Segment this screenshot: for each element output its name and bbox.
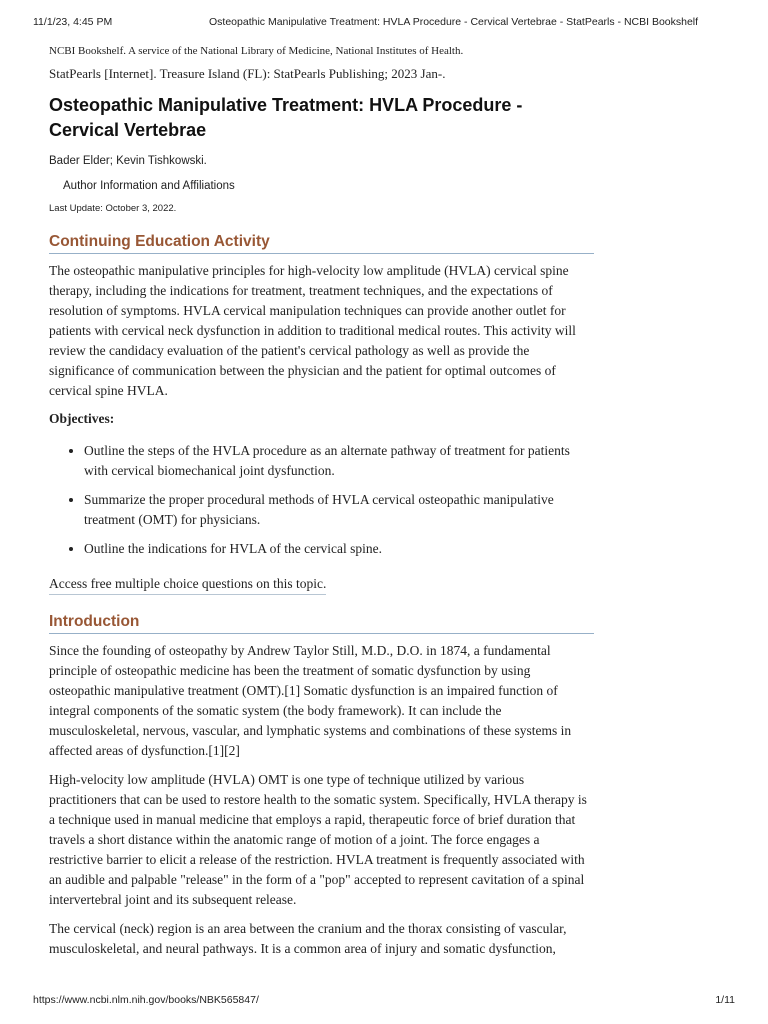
objectives-label: Objectives: xyxy=(49,411,115,426)
cea-paragraph: The osteopathic manipulative principles for high-velocity low amplitude (HVLA) cervical spine therapy, including the indications for treatment, treatment techniques, and the expectations of resolution of symptoms. HVLA cervical manipulation techniques can provide another outlet for patients with cervical neck dysfunction in addition to traditional medical routes. This activity will review the candidacy evaluation of the patient's cervical pathology as well as provide the significance of communication between the physician and the patient for optimal outcomes of cervical spine HVLA. xyxy=(49,263,576,398)
page-number: 1/11 xyxy=(715,994,735,1006)
section-heading-cea: Continuing Education Activity xyxy=(49,232,594,254)
article-content xyxy=(49,44,594,959)
print-page-title: Osteopathic Manipulative Treatment: HVLA Procedure - Cervical Vertebrae - StatPearls - NCBI Bookshelf xyxy=(209,16,699,28)
intro-paragraph: The cervical (neck) region is an area between the cranium and the thorax consisting of vascular, musculoskeletal, and neural pathways. It is a common area of injury and somatic dysfunction, xyxy=(49,921,567,956)
mcq-link[interactable]: Access free multiple choice questions on this topic. xyxy=(49,574,326,595)
print-url: https://www.ncbi.nlm.nih.gov/books/NBK565847/ xyxy=(33,994,259,1006)
objectives-list xyxy=(49,441,594,559)
author-info-link[interactable]: Author Information and Affiliations xyxy=(63,180,235,192)
list-item: • Outline the steps of the HVLA procedure as an alternate pathway of treatment for patients with cervical biomechanical joint dysfunction. xyxy=(84,441,594,481)
last-update: Last Update: October 3, 2022. xyxy=(49,203,177,214)
section-heading-introduction: Introduction xyxy=(49,612,594,634)
site-line: NCBI Bookshelf. A service of the National Library of Medicine, National Institutes of Health. xyxy=(49,45,464,57)
intro-paragraph: Since the founding of osteopathy by Andrew Taylor Still, M.D., D.O. in 1874, a fundamental principle of osteopathic medicine has been the treatment of somatic dysfunction by using osteopathic manipulative treatment (OMT).[1] Somatic dysfunction is an impaired function of integral components of the somatic system (the body framework). It can include the musculoskeletal, nervous, vascular, and lymphatic systems and combinations of these systems in affected areas of dysfunction.[1][2] xyxy=(49,643,572,758)
list-item: • Outline the indications for HVLA of the cervical spine. xyxy=(84,539,594,559)
article-title: Osteopathic Manipulative Treatment: HVLA Procedure - Cervical Vertebrae xyxy=(49,95,523,140)
citation: StatPearls [Internet]. Treasure Island (FL): StatPearls Publishing; 2023 Jan-. xyxy=(49,66,446,81)
intro-paragraph: High-velocity low amplitude (HVLA) OMT is one type of technique utilized by various practitioners that can be used to restore health to the somatic system. Specifically, HVLA therapy is a technique used in manual medicine that employs a rapid, therapeutic force of brief duration that travels a short distance within the anatomic range of motion of a joint. The force engages a restrictive barrier to elicit a release of the restriction. HVLA treatment is frequently associated with an audible and palpable "release" in the form of a "pop" accepted to represent cavitation of a spinal intervertebral joint and its subsequent release. xyxy=(49,772,587,907)
print-header xyxy=(33,16,735,28)
print-datetime: 11/1/23, 4:45 PM xyxy=(33,16,113,28)
print-footer xyxy=(33,994,735,1006)
authors: Bader Elder; Kevin Tishkowski. xyxy=(49,155,207,167)
list-item: • Summarize the proper procedural methods of HVLA cervical osteopathic manipulative treatment (OMT) for physicians. xyxy=(84,490,594,530)
